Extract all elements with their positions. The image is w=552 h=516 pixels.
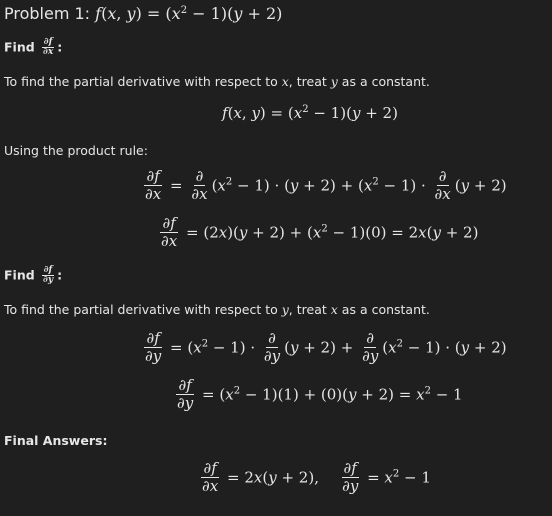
title-function: f: [95, 4, 102, 23]
intro-text-y: To find the partial derivative with respect to y, treat x as a constant.: [4, 302, 430, 317]
dfdy-product-rule-equation: $\frac{\partial f}{\partial y}$ = $(x^2 - 1)$ · $\frac{\partial}{\partial y}$ (y + 2) + $\frac{\partial}{\partial y}$ $(x^2 - 1) \cdot (y + 2)$: [145, 329, 507, 366]
dfdy-result-equation: $\frac{\partial f}{\partial y}$ = $(x^2 - 1)(1) + (0)(y + 2) = x^2 - 1$: [177, 376, 463, 413]
problem-title: Problem 1: f(x, $y) = (x^2 - 1)(y + 2)$: [4, 4, 283, 23]
intro-text-x: To find the partial derivative with respect to x, treat y as a constant.: [4, 74, 430, 89]
final-answers-equation: $\frac{\partial f}{\partial x}$ = 2x(y + 2), $\frac{\partial f}{\partial y}$ = $x^2 - 1$: [202, 459, 431, 496]
dfdy-small-fraction: $\frac{\partial f}{\partial y}$: [43, 265, 54, 286]
function-equation: f(x, $y) = (x^2 - 1)(y + 2)$: [222, 104, 398, 122]
dfdx-small-fraction: $\frac{\partial f}{\partial x}$: [43, 37, 54, 58]
find-label: Find: [4, 39, 35, 55]
dfdx-result-equation: $\frac{\partial f}{\partial x}$ = $(2x)(y + 2) + (x^2 - 1)(0) = 2x(y + 2)$: [161, 214, 479, 251]
find-dfdx-heading: Find $\frac{\partial f}{\partial x}$ :: [4, 37, 63, 58]
find-dfdy-heading: Find $\frac{\partial f}{\partial y}$ :: [4, 265, 63, 286]
final-answers-heading: Final Answers:: [4, 433, 108, 448]
dfdx-product-rule-equation: $\frac{\partial f}{\partial x}$ = $\frac{\partial}{\partial x}$ $(x^2 - 1) \cdot (y + 2) + (x^2 - 1)$ · $\frac{\partial}{\partial x}$ (y + 2): [145, 167, 507, 204]
product-rule-text: Using the product rule:: [4, 143, 148, 158]
problem-label: Problem 1:: [4, 4, 91, 23]
